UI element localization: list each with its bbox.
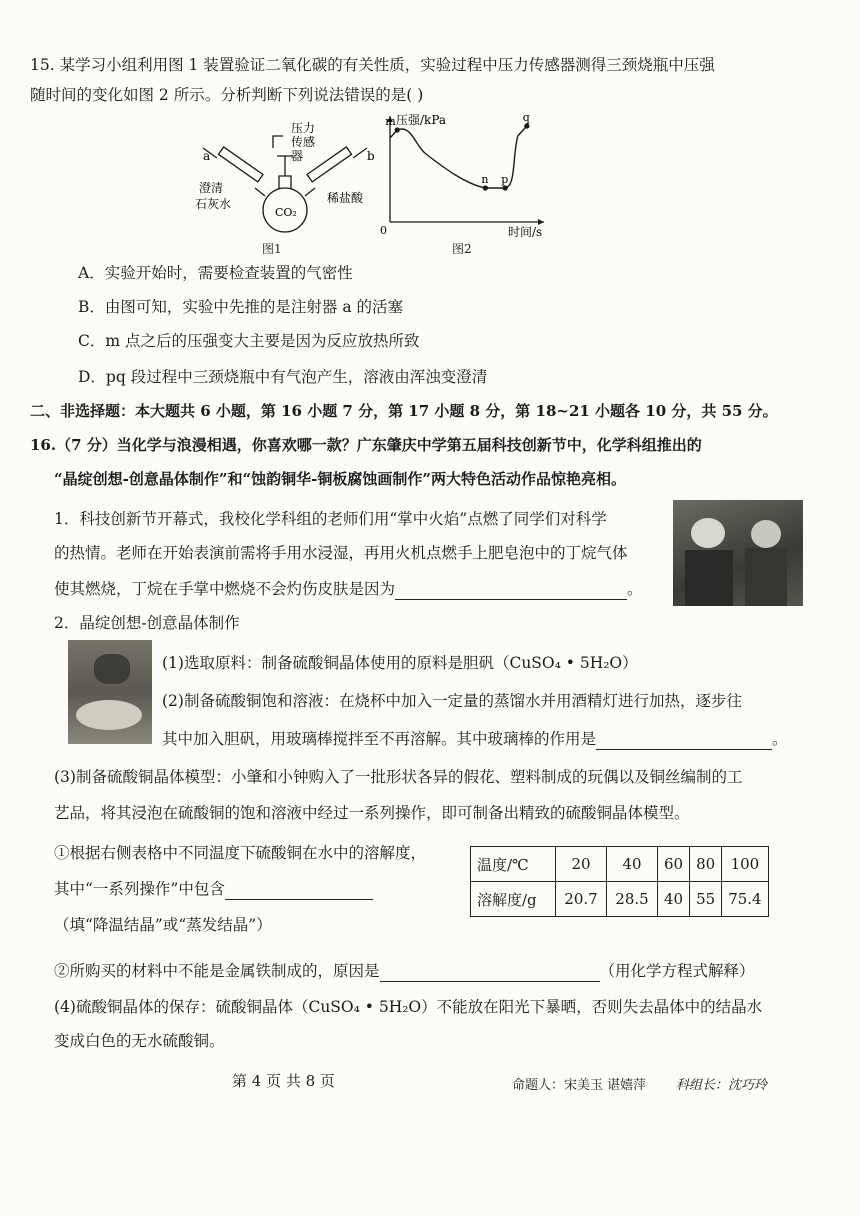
q16-step1: (1)选取原料：制备硫酸铜晶体使用的原料是胆矾（CuSO₄ • 5H₂O） xyxy=(162,654,638,672)
q16-c1-line1: ①根据右侧表格中不同温度下硫酸铜在水中的溶解度， xyxy=(54,844,427,862)
crystal-object xyxy=(94,654,130,684)
fig1-sensor-label1: 压力 xyxy=(291,121,316,135)
q16-step3-line2: 艺品，将其浸泡在硫酸铜的饱和溶液中经过一系列操作，即可制备出精致的硫酸铜晶体模型。 xyxy=(54,804,690,822)
point-label-n: n xyxy=(481,173,489,186)
q15-stem-line2: 随时间的变化如图 2 所示。分析判断下列说法错误的是( ) xyxy=(30,86,424,104)
fig1-label-a: a xyxy=(203,149,211,163)
point-label-p: p xyxy=(501,173,509,186)
point-q xyxy=(524,123,529,128)
q16-step4-line2: 变成白色的无水硫酸铜。 xyxy=(54,1032,225,1050)
crystal-plate xyxy=(76,700,142,730)
chart-xlabel: 时间/s xyxy=(508,225,543,239)
q15-option-b: B．由图可知，实验中先推的是注射器 a 的活塞 xyxy=(78,298,403,316)
table-row-temperature xyxy=(471,847,769,882)
table-row-solubility xyxy=(471,882,769,917)
answer-blank-iron-equation[interactable] xyxy=(380,963,600,982)
q16-p2-title: 2．晶绽创想-创意晶体制作 xyxy=(54,614,240,632)
answer-blank-butane[interactable] xyxy=(395,581,627,600)
q16-intro-line1: 16.（7 分）当化学与浪漫相遇，你喜欢哪一款？广东肇庆中学第五届科技创新节中，化学科组推出的 xyxy=(30,436,702,454)
q16-p1-line3-end: 。 xyxy=(627,580,643,598)
table-cell-solubility: 75.4 xyxy=(722,882,768,917)
q16-c1-line2 xyxy=(54,878,373,900)
table-cell-solubility: 20.7 xyxy=(556,882,607,917)
flask-center-neck xyxy=(279,176,291,189)
point-label-m: m xyxy=(385,115,396,128)
section2-heading: 二、非选择题：本大题共 6 小题，第 16 小题 7 分，第 17 小题 8 分，第 18~21 小题各 10 分，共 55 分。 xyxy=(30,402,778,420)
fig1-acid-label: 稀盐酸 xyxy=(327,191,364,205)
table-cell-solubility: 55 xyxy=(690,882,722,917)
syringe-b xyxy=(307,147,351,182)
performer-head-2 xyxy=(751,520,781,548)
q16-step3-line1: (3)制备硫酸铜晶体模型：小肇和小钟购入了一批形状各异的假花、塑料制成的玩偶以及铜丝编制的工 xyxy=(54,768,743,786)
fig1-limewater-label2: 石灰水 xyxy=(195,197,232,211)
q15-option-d: D．pq 段过程中三颈烧瓶中有气泡产生，溶液由浑浊变澄清 xyxy=(78,368,488,386)
figure2-pressure-chart xyxy=(372,112,552,240)
chart-origin: 0 xyxy=(380,224,387,237)
fig1-sensor-label2: 传感 xyxy=(291,135,316,149)
photo-hand-flame xyxy=(673,500,803,606)
point-label-q: q xyxy=(522,112,530,124)
answer-blank-glass-rod[interactable] xyxy=(596,731,772,750)
q16-intro-line2: “晶绽创想-创意晶体制作”和“蚀韵铜华-铜板腐蚀画制作”两大特色活动作品惊艳亮相。 xyxy=(54,470,626,488)
photo-crystals xyxy=(68,640,152,744)
q16-c1-line3: （填“降温结晶”或“蒸发结晶”） xyxy=(54,916,272,934)
table-cell-temp: 40 xyxy=(607,847,658,882)
fig1-flask-label: CO₂ xyxy=(275,206,297,219)
pressure-sensor xyxy=(273,136,293,176)
q16-p1-line2: 的热情。老师在开始表演前需将手用水浸湿，再用火机点燃手上肥皂泡中的丁烷气体 xyxy=(54,544,628,562)
q15-option-c: C．m 点之后的压强变大主要是因为反应放热所致 xyxy=(78,332,420,350)
solubility-table xyxy=(470,846,769,917)
fig1-limewater-label1: 澄清 xyxy=(199,181,224,195)
q16-c2-text: ②所购买的材料中不能是金属铁制成的，原因是 xyxy=(54,962,380,980)
syringe-a xyxy=(218,147,262,182)
q16-p1-line3-text: 使其燃烧，丁烷在手掌中燃烧不会灼伤皮肤是因为 xyxy=(54,580,396,598)
page-number: 第 4 页 共 8 页 xyxy=(232,1072,335,1090)
table-head-solubility: 溶解度/g xyxy=(471,882,556,917)
table-cell-temp: 100 xyxy=(722,847,768,882)
answer-blank-crystallization[interactable] xyxy=(225,881,373,900)
q16-step4-line1: (4)硫酸铜晶体的保存：硫酸铜晶体（CuSO₄ • 5H₂O）不能放在阳光下暴晒，否则失去晶体中的结晶水 xyxy=(54,998,763,1016)
fig1-sensor-label3: 器 xyxy=(291,149,304,163)
q16-step2-line2-text: 其中加入胆矾，用玻璃棒搅拌至不再溶解。其中玻璃棒的作用是 xyxy=(162,730,597,748)
point-m xyxy=(395,127,400,132)
q15-option-a: A．实验开始时，需要检查装置的气密性 xyxy=(78,264,353,282)
table-cell-solubility: 28.5 xyxy=(607,882,658,917)
point-n xyxy=(483,185,488,190)
table-head-temperature: 温度/℃ xyxy=(471,847,556,882)
performer-body-1 xyxy=(685,550,733,606)
table-cell-temp: 80 xyxy=(690,847,722,882)
q16-step2-line1: (2)制备硫酸铜饱和溶液：在烧杯中加入一定量的蒸馏水并用酒精灯进行加热，逐步往 xyxy=(162,692,742,710)
q16-c2-end: （用化学方程式解释） xyxy=(599,962,755,980)
q16-p1-line1: 1．科技创新节开幕式，我校化学科组的老师们用“掌中火焰”点燃了同学们对科学 xyxy=(54,510,607,528)
table-cell-temp: 20 xyxy=(556,847,607,882)
q15-stem-line1: 15. 某学习小组利用图 1 装置验证二氧化碳的有关性质，实验过程中压力传感器测得三颈烧瓶中压强 xyxy=(30,56,715,74)
point-p xyxy=(503,185,508,190)
q16-step2-line2 xyxy=(162,728,788,750)
performer-head-1 xyxy=(691,518,725,548)
fig1-label-b: b xyxy=(367,149,375,163)
fig1-caption: 图1 xyxy=(262,242,282,256)
fig2-caption: 图2 xyxy=(452,242,472,256)
q16-step2-line2-end: 。 xyxy=(772,730,788,748)
figure1-apparatus xyxy=(195,118,385,248)
q16-p1-line3 xyxy=(54,578,643,600)
q16-c1-line2-text: 其中“一系列操作”中包含 xyxy=(54,880,225,898)
table-cell-temp: 60 xyxy=(658,847,690,882)
table-cell-solubility: 40 xyxy=(658,882,690,917)
q16-c2-line xyxy=(54,960,755,982)
footer-authors: 命题人：宋美玉 谌嬉萍 xyxy=(512,1078,647,1093)
performer-body-2 xyxy=(745,548,787,606)
footer-head: 科组长：沈巧玲 xyxy=(676,1078,768,1093)
chart-ylabel: 压强/kPa xyxy=(396,113,447,127)
